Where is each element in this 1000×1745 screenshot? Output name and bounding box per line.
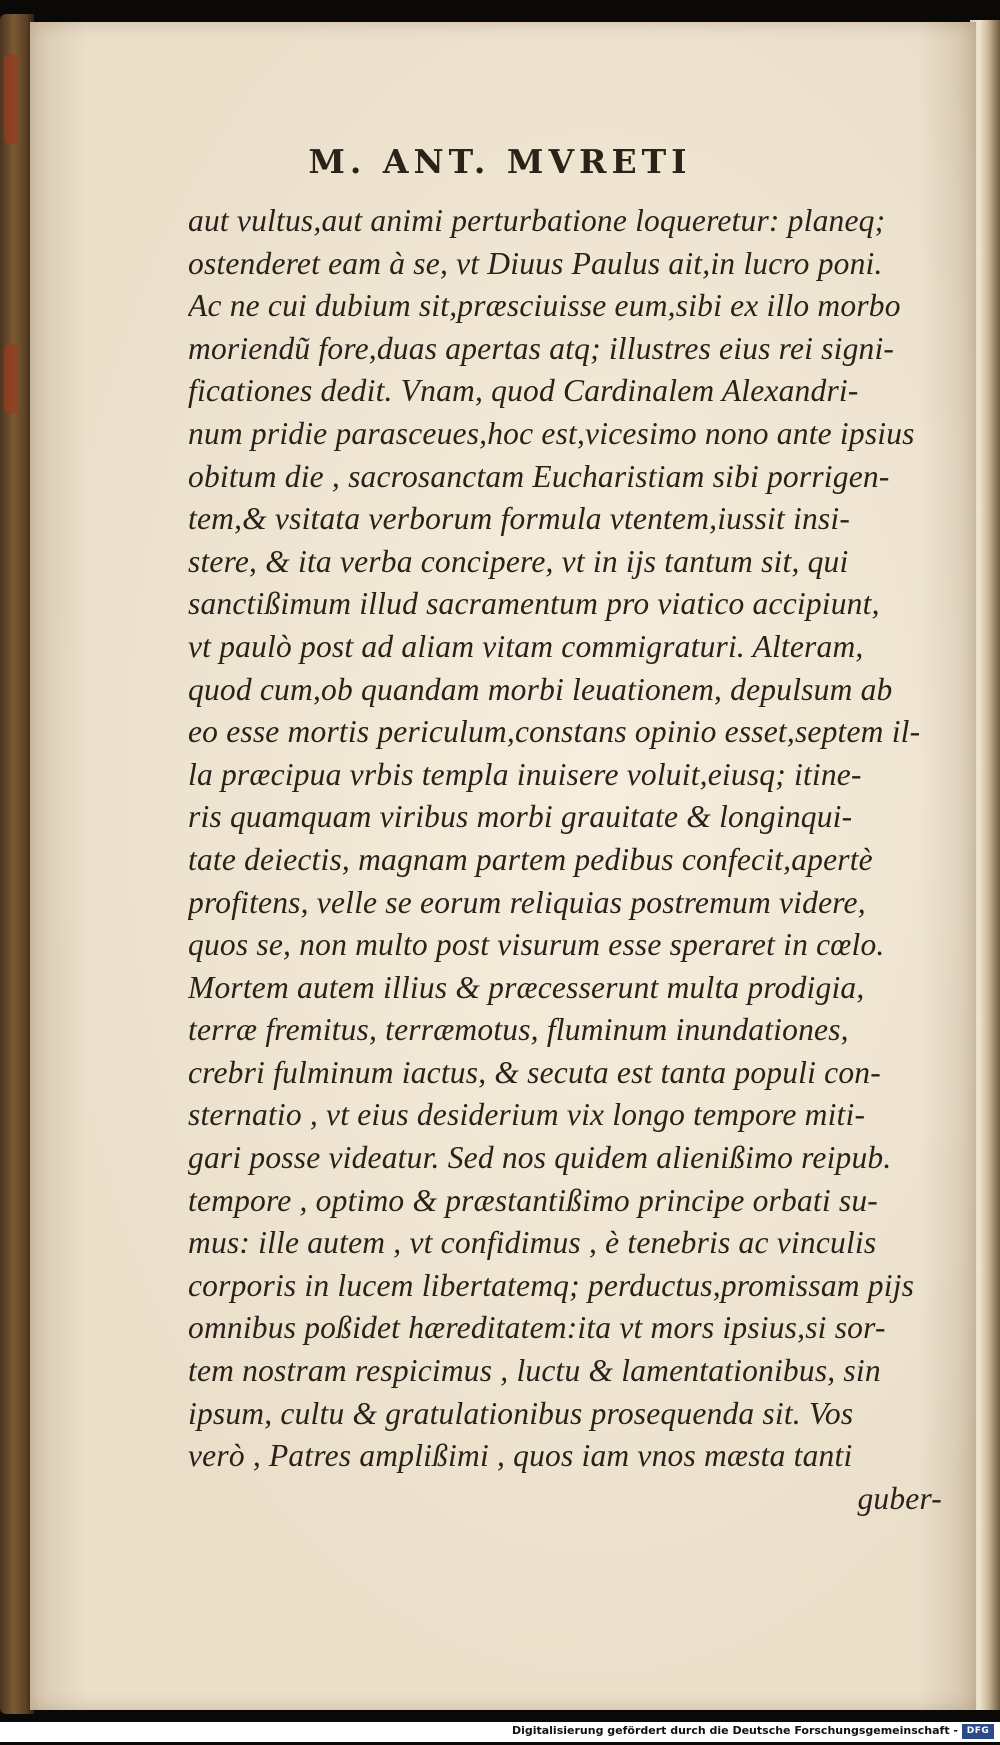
text-line: la præcipua vrbis templa inuisere voluit,eiusq; itine- — [188, 756, 862, 792]
text-line: sternatio , vt eius desiderium vix longo tempore miti- — [188, 1097, 866, 1133]
text-line: terræ fremitus, terræmotus, fluminum inundationes, — [188, 1012, 849, 1048]
text-line: stere, & ita verba concipere, vt in ijs tantum sit, qui — [188, 543, 849, 579]
text-line: quos se, non multo post visurum esse speraret in cœlo. — [188, 927, 885, 963]
text-line: vt paulò post ad aliam vitam commigraturi. Alteram, — [188, 628, 864, 664]
text-line: mus: ille autem , vt confidimus , è tenebris ac vinculis — [188, 1225, 877, 1261]
catchword: guber- — [857, 1480, 942, 1516]
text-line: quod cum,ob quandam morbi leuationem, depulsum ab — [188, 671, 893, 707]
running-head: M. ANT. MVRETI — [308, 142, 692, 181]
digitization-footer — [0, 1722, 1000, 1742]
text-line: sanctißimum illud sacramentum pro viatico accipiunt, — [188, 586, 880, 622]
funding-credit: Digitalisierung gefördert durch die Deutsche Forschungsgemeinschaft - — [511, 1724, 958, 1737]
text-line: ficationes dedit. Vnam, quod Cardinalem Alexandri- — [188, 373, 859, 409]
text-line: tem nostram respicimus , luctu & lamentationibus, sin — [188, 1353, 881, 1389]
text-line: aut vultus,aut animi perturbatione loqueretur: planeq; — [188, 203, 886, 238]
text-line: profitens, velle se eorum reliquias postremum videre, — [188, 884, 866, 920]
page-body-text — [188, 200, 948, 1520]
text-line: Mortem autem illius & præcesserunt multa prodigia, — [188, 969, 865, 1005]
text-line: ris quamquam viribus morbi grauitate & longinqui- — [188, 799, 853, 835]
text-line: tem,& vsitata verborum formula vtentem,iussit insi- — [188, 501, 851, 537]
text-line: omnibus poßidet hæreditatem:ita vt mors ipsius,si sor- — [188, 1310, 886, 1346]
dfg-logo: DFG — [962, 1724, 994, 1739]
text-line: obitum die , sacrosanctam Eucharistiam sibi porrigen- — [188, 458, 890, 494]
spine-stain — [4, 344, 18, 414]
text-line: ostenderet eam à se, vt Diuus Paulus ait,in lucro poni. — [188, 245, 883, 281]
text-line: corporis in lucem libertatemq; perductus,promissam pijs — [188, 1267, 915, 1303]
text-line: Ac ne cui dubium sit,præsciuisse eum,sibi ex illo morbo — [188, 288, 901, 324]
text-line: num pridie parasceues,hoc est,vicesimo nono ante ipsius — [188, 415, 915, 451]
text-line: ipsum, cultu & gratulationibus prosequenda sit. Vos — [188, 1395, 854, 1431]
text-line: crebri fulminum iactus, & secuta est tanta populi con- — [188, 1054, 881, 1090]
text-line: eo esse mortis periculum,constans opinio esset,septem il- — [188, 714, 921, 750]
text-line: tempore , optimo & præstantißimo principe orbati su- — [188, 1182, 878, 1218]
text-line: gari posse videatur. Sed nos quidem alienißimo reipub. — [188, 1140, 892, 1176]
text-line: verò , Patres amplißimi , quos iam vnos mæsta tanti — [188, 1438, 853, 1474]
spine-stain — [4, 54, 18, 144]
book-spine-left — [0, 14, 34, 1714]
text-line: moriendũ fore,duas apertas atq; illustres eius rei signi- — [188, 330, 895, 366]
text-line: tate deiectis, magnam partem pedibus confecit,apertè — [188, 841, 873, 877]
